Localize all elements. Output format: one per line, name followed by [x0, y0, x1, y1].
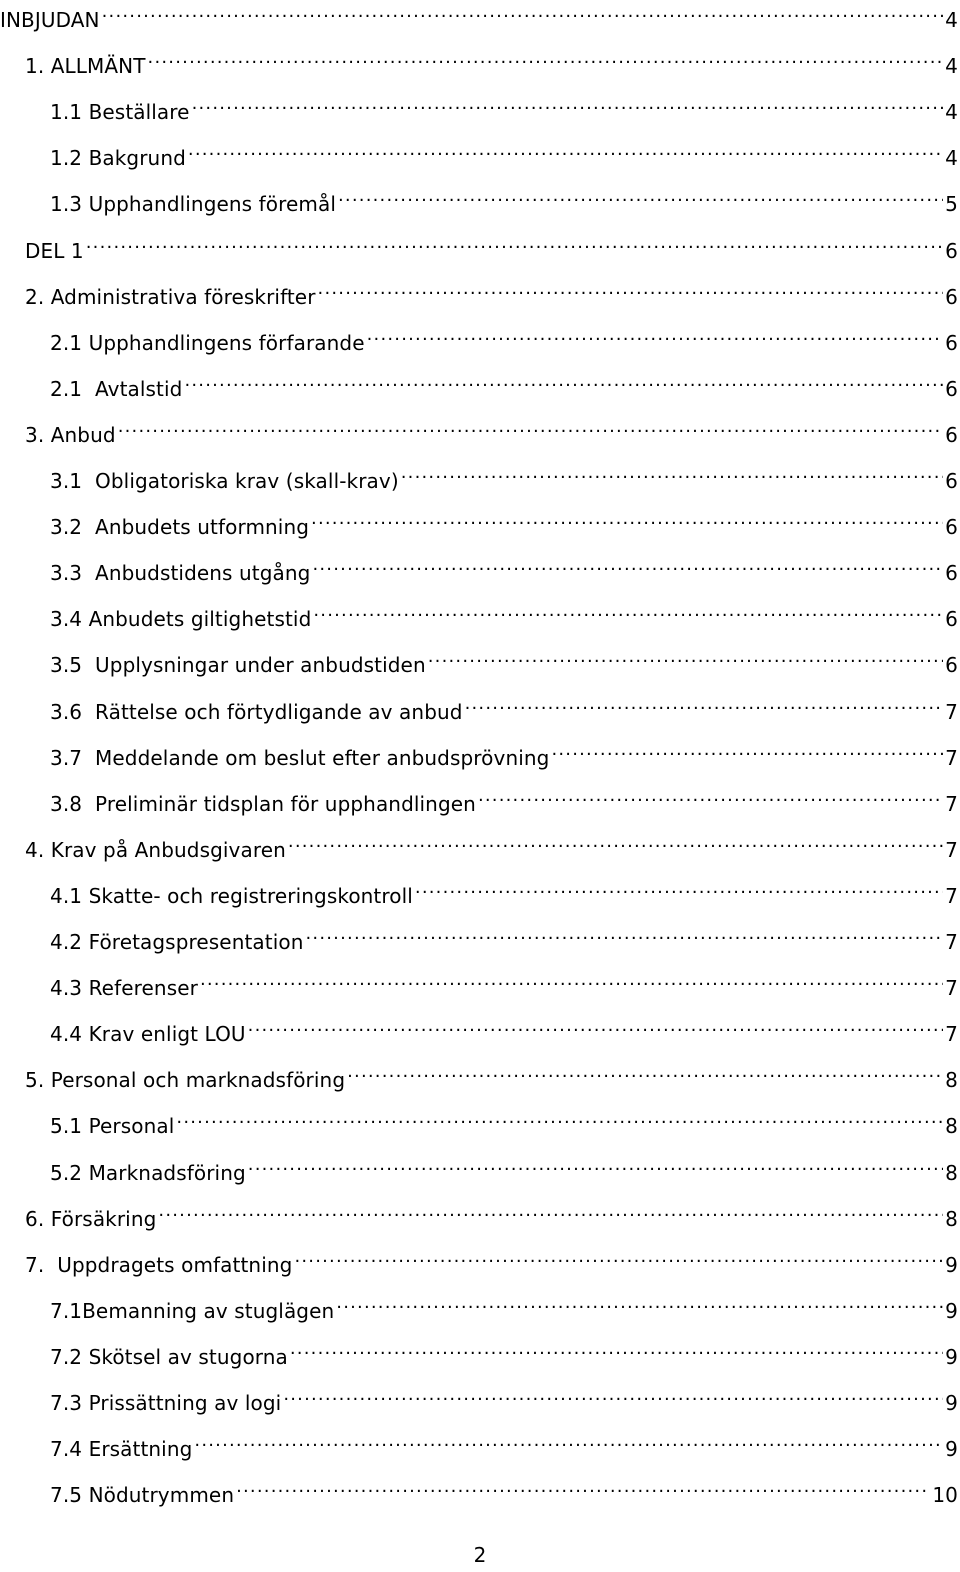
toc-entry-page: 6: [945, 330, 958, 355]
toc-entry[interactable]: [25, 827, 958, 862]
toc-entry-number: 3.: [25, 422, 51, 447]
toc-dot-leader: [184, 366, 943, 396]
toc-entry-page: 9: [945, 1391, 958, 1415]
toc-entry-title: Skatte- och registreringskontroll: [88, 883, 413, 908]
toc-entry-page: 7: [945, 976, 958, 1001]
toc-dot-leader: [428, 642, 943, 672]
toc-entry-title: Upphandlingens förfarande: [88, 330, 365, 355]
toc-entry-title: Obligatoriska krav (skall-krav): [95, 469, 399, 493]
toc-entry-title: Ersättning: [88, 1437, 193, 1462]
toc-entry[interactable]: [50, 504, 958, 540]
toc-entry[interactable]: [0, 0, 958, 32]
toc-entry-number: 7.1: [50, 1298, 83, 1323]
toc-dot-leader: [288, 827, 943, 857]
toc-entry-page: 6: [945, 422, 958, 447]
toc-entry-title: Uppdragets omfattning: [57, 1252, 293, 1277]
toc-entry-number: 2.: [25, 284, 51, 309]
toc-entry-number: 3.5: [50, 653, 96, 678]
toc-entry-number: 4.2: [50, 930, 89, 954]
toc-entry-page: 5: [945, 192, 958, 217]
toc-dot-leader: [236, 1472, 930, 1502]
toc-entry[interactable]: [50, 919, 958, 954]
toc-entry-title: Avtalstid: [95, 376, 183, 401]
toc-entry-number: 2.1: [50, 330, 89, 355]
toc-entry[interactable]: [50, 596, 958, 632]
toc-entry-number: 4.4: [50, 1022, 89, 1047]
toc-entry[interactable]: [50, 689, 958, 724]
toc-entry-page: 9: [945, 1344, 958, 1369]
toc-entry-title: Prissättning av logi: [88, 1391, 282, 1415]
toc-entry-number: 5.: [25, 1068, 51, 1093]
toc-entry-page: 10: [932, 1483, 958, 1508]
toc-dot-leader: [415, 873, 943, 903]
toc-dot-leader: [311, 504, 943, 534]
toc-dot-leader: [200, 965, 943, 995]
toc-entry[interactable]: [50, 735, 958, 770]
toc-entry[interactable]: [50, 1426, 958, 1462]
toc-entry-page: 9: [945, 1252, 958, 1277]
toc-entry-number: 2.1: [50, 376, 96, 401]
toc-entry[interactable]: [50, 458, 958, 493]
toc-entry-title: Bakgrund: [88, 146, 186, 171]
toc-entry[interactable]: [50, 366, 958, 401]
toc-dot-leader: [312, 550, 943, 580]
toc-dot-leader: [176, 1103, 943, 1133]
toc-entry-page: 4: [945, 100, 958, 125]
toc-dot-leader: [294, 1242, 943, 1272]
toc-entry-number: 4.1: [50, 883, 89, 908]
toc-entry-number: 6.: [25, 1206, 51, 1231]
toc-dot-leader: [192, 89, 944, 119]
toc-dot-leader: [188, 135, 943, 165]
toc-entry-number: 7.5: [50, 1483, 89, 1508]
toc-entry-title: Marknadsföring: [88, 1160, 246, 1185]
toc-entry[interactable]: [25, 1242, 958, 1277]
toc-entry-number: 3.6: [50, 699, 96, 724]
toc-entry[interactable]: [50, 1011, 958, 1047]
toc-entry-number: 3.2: [50, 515, 96, 540]
toc-dot-leader: [290, 1334, 943, 1364]
toc-entry-title: Krav på Anbudsgivaren: [50, 837, 286, 862]
toc-dot-leader: [313, 596, 943, 626]
toc-entry[interactable]: [50, 965, 958, 1001]
toc-entry[interactable]: [50, 1380, 958, 1415]
toc-entry-number: 3.8: [50, 791, 96, 816]
toc-entry-number: 7.3: [50, 1391, 89, 1415]
toc-entry[interactable]: [50, 89, 958, 125]
toc-entry-title: Anbudstidens utgång: [95, 561, 311, 586]
toc-entry-title: Krav enligt LOU: [88, 1022, 246, 1047]
toc-dot-leader: [367, 320, 944, 350]
toc-entry-number: 1.: [25, 54, 51, 79]
toc-entry-title: Anbudets giltighetstid: [88, 607, 312, 632]
toc-entry[interactable]: [25, 412, 958, 447]
toc-entry-title: Bemanning av stuglägen: [82, 1298, 335, 1323]
toc-dot-leader: [318, 274, 944, 304]
toc-entry-page: 6: [945, 284, 958, 309]
toc-entry-page: 7: [945, 699, 958, 724]
toc-dot-leader: [118, 412, 943, 442]
toc-entry-number: 1.1: [50, 100, 89, 125]
toc-dot-leader: [401, 458, 943, 488]
toc-entry-number: 3.4: [50, 607, 89, 632]
toc-entry-number: 1.3: [50, 192, 89, 217]
toc-entry-page: 8: [945, 1068, 958, 1093]
toc-entry-title: Nödutrymmen: [88, 1483, 235, 1508]
toc-entry-title: Skötsel av stugorna: [88, 1344, 288, 1369]
toc-entry-page: 8: [945, 1206, 958, 1231]
toc-dot-leader: [86, 228, 943, 258]
toc-entry-number: 4.3: [50, 976, 89, 1001]
toc-dot-leader: [248, 1011, 944, 1041]
toc-dot-leader: [478, 781, 943, 811]
toc-entry[interactable]: [50, 320, 958, 355]
toc-entry-title: Anbud: [50, 422, 116, 447]
toc-entry[interactable]: [50, 873, 958, 908]
toc-entry[interactable]: [50, 135, 958, 171]
toc-entry-page: 4: [945, 146, 958, 171]
toc-entry-page: 6: [945, 653, 958, 678]
toc-entry-number: 7.2: [50, 1344, 89, 1369]
toc-dot-leader: [551, 735, 943, 765]
toc-entry-page: 7: [945, 745, 958, 770]
toc-dot-leader: [158, 1196, 943, 1226]
toc-entry-title: Referenser: [88, 976, 198, 1001]
toc-dot-leader: [248, 1150, 943, 1180]
toc-entry-number: 3.1: [50, 469, 96, 493]
toc-entry-page: 8: [945, 1114, 958, 1139]
toc-entry-number: 7.4: [50, 1437, 89, 1462]
page-number: 2: [473, 1543, 487, 1567]
toc-entry-page: 6: [945, 469, 958, 493]
toc-entry-title: Upphandlingens föremål: [88, 192, 337, 217]
toc-entry-page: 4: [945, 8, 958, 32]
toc-entry-title: Beställare: [88, 100, 190, 125]
toc-entry[interactable]: [25, 1196, 958, 1231]
toc-dot-leader: [465, 689, 944, 719]
toc-entry[interactable]: [50, 1334, 958, 1369]
toc-entry-title: Meddelande om beslut efter anbudsprövning: [95, 745, 550, 770]
toc-entry-title: Upplysningar under anbudstiden: [95, 653, 426, 678]
toc-entry[interactable]: [25, 274, 958, 309]
toc-entry[interactable]: [50, 1103, 958, 1139]
toc-entry-title: DEL 1: [25, 238, 84, 263]
toc-entry[interactable]: [50, 1150, 958, 1185]
toc-entry[interactable]: [25, 43, 958, 79]
toc-entry-page: 7: [945, 930, 958, 954]
toc-entry-title: Anbudets utformning: [95, 515, 310, 540]
toc-dot-leader: [194, 1426, 943, 1456]
toc-entry-number: 5.1: [50, 1114, 89, 1139]
toc-entry-number: 3.3: [50, 561, 96, 586]
toc-entry[interactable]: [50, 642, 958, 678]
toc-entry-page: 7: [945, 837, 958, 862]
toc-entry[interactable]: [50, 781, 958, 816]
toc-entry-page: 6: [945, 561, 958, 586]
toc-entry-number: 1.2: [50, 146, 89, 171]
toc-entry-title: INBJUDAN: [0, 8, 100, 32]
toc-entry-number: 5.2: [50, 1160, 89, 1185]
toc-dot-leader: [102, 0, 944, 27]
toc-dot-leader: [306, 919, 944, 949]
toc-entry-page: 6: [945, 607, 958, 632]
toc-entry-page: 7: [945, 883, 958, 908]
toc-entry-page: 4: [945, 54, 958, 79]
toc-entry[interactable]: [50, 1288, 958, 1323]
toc-entry-title: Preliminär tidsplan för upphandlingen: [95, 791, 476, 816]
toc-entry-title: ALLMÄNT: [50, 54, 146, 79]
toc-entry[interactable]: [50, 1472, 958, 1508]
toc-entry-page: 6: [945, 515, 958, 540]
toc-entry-page: 7: [945, 1022, 958, 1047]
toc-entry-page: 9: [945, 1437, 958, 1462]
toc-entry-title: Personal: [88, 1114, 175, 1139]
toc-entry[interactable]: [50, 550, 958, 586]
toc-entry-title: Försäkring: [50, 1206, 157, 1231]
toc-entry[interactable]: [25, 1057, 958, 1093]
toc-dot-leader: [148, 43, 944, 73]
toc-dot-leader: [283, 1380, 943, 1410]
toc-entry-title: Administrativa föreskrifter: [50, 284, 316, 309]
toc-entry[interactable]: [50, 181, 958, 217]
toc-entry-title: Personal och marknadsföring: [50, 1068, 346, 1093]
toc-entry-page: 7: [945, 791, 958, 816]
toc-entry-page: 9: [945, 1298, 958, 1323]
toc-entry[interactable]: [25, 228, 958, 263]
toc-entry-page: 6: [945, 238, 958, 263]
toc-dot-leader: [347, 1057, 943, 1087]
toc-entry-title: Rättelse och förtydligande av anbud: [95, 699, 463, 724]
toc-entry-number: 7.: [25, 1252, 58, 1277]
toc-entry-number: 3.7: [50, 745, 96, 770]
toc-entry-page: 8: [945, 1160, 958, 1185]
toc-dot-leader: [336, 1288, 943, 1318]
toc-dot-leader: [338, 181, 943, 211]
toc-entry-page: 6: [945, 376, 958, 401]
toc-entry-title: Företagspresentation: [88, 930, 304, 954]
toc-entry-number: 4.: [25, 837, 51, 862]
